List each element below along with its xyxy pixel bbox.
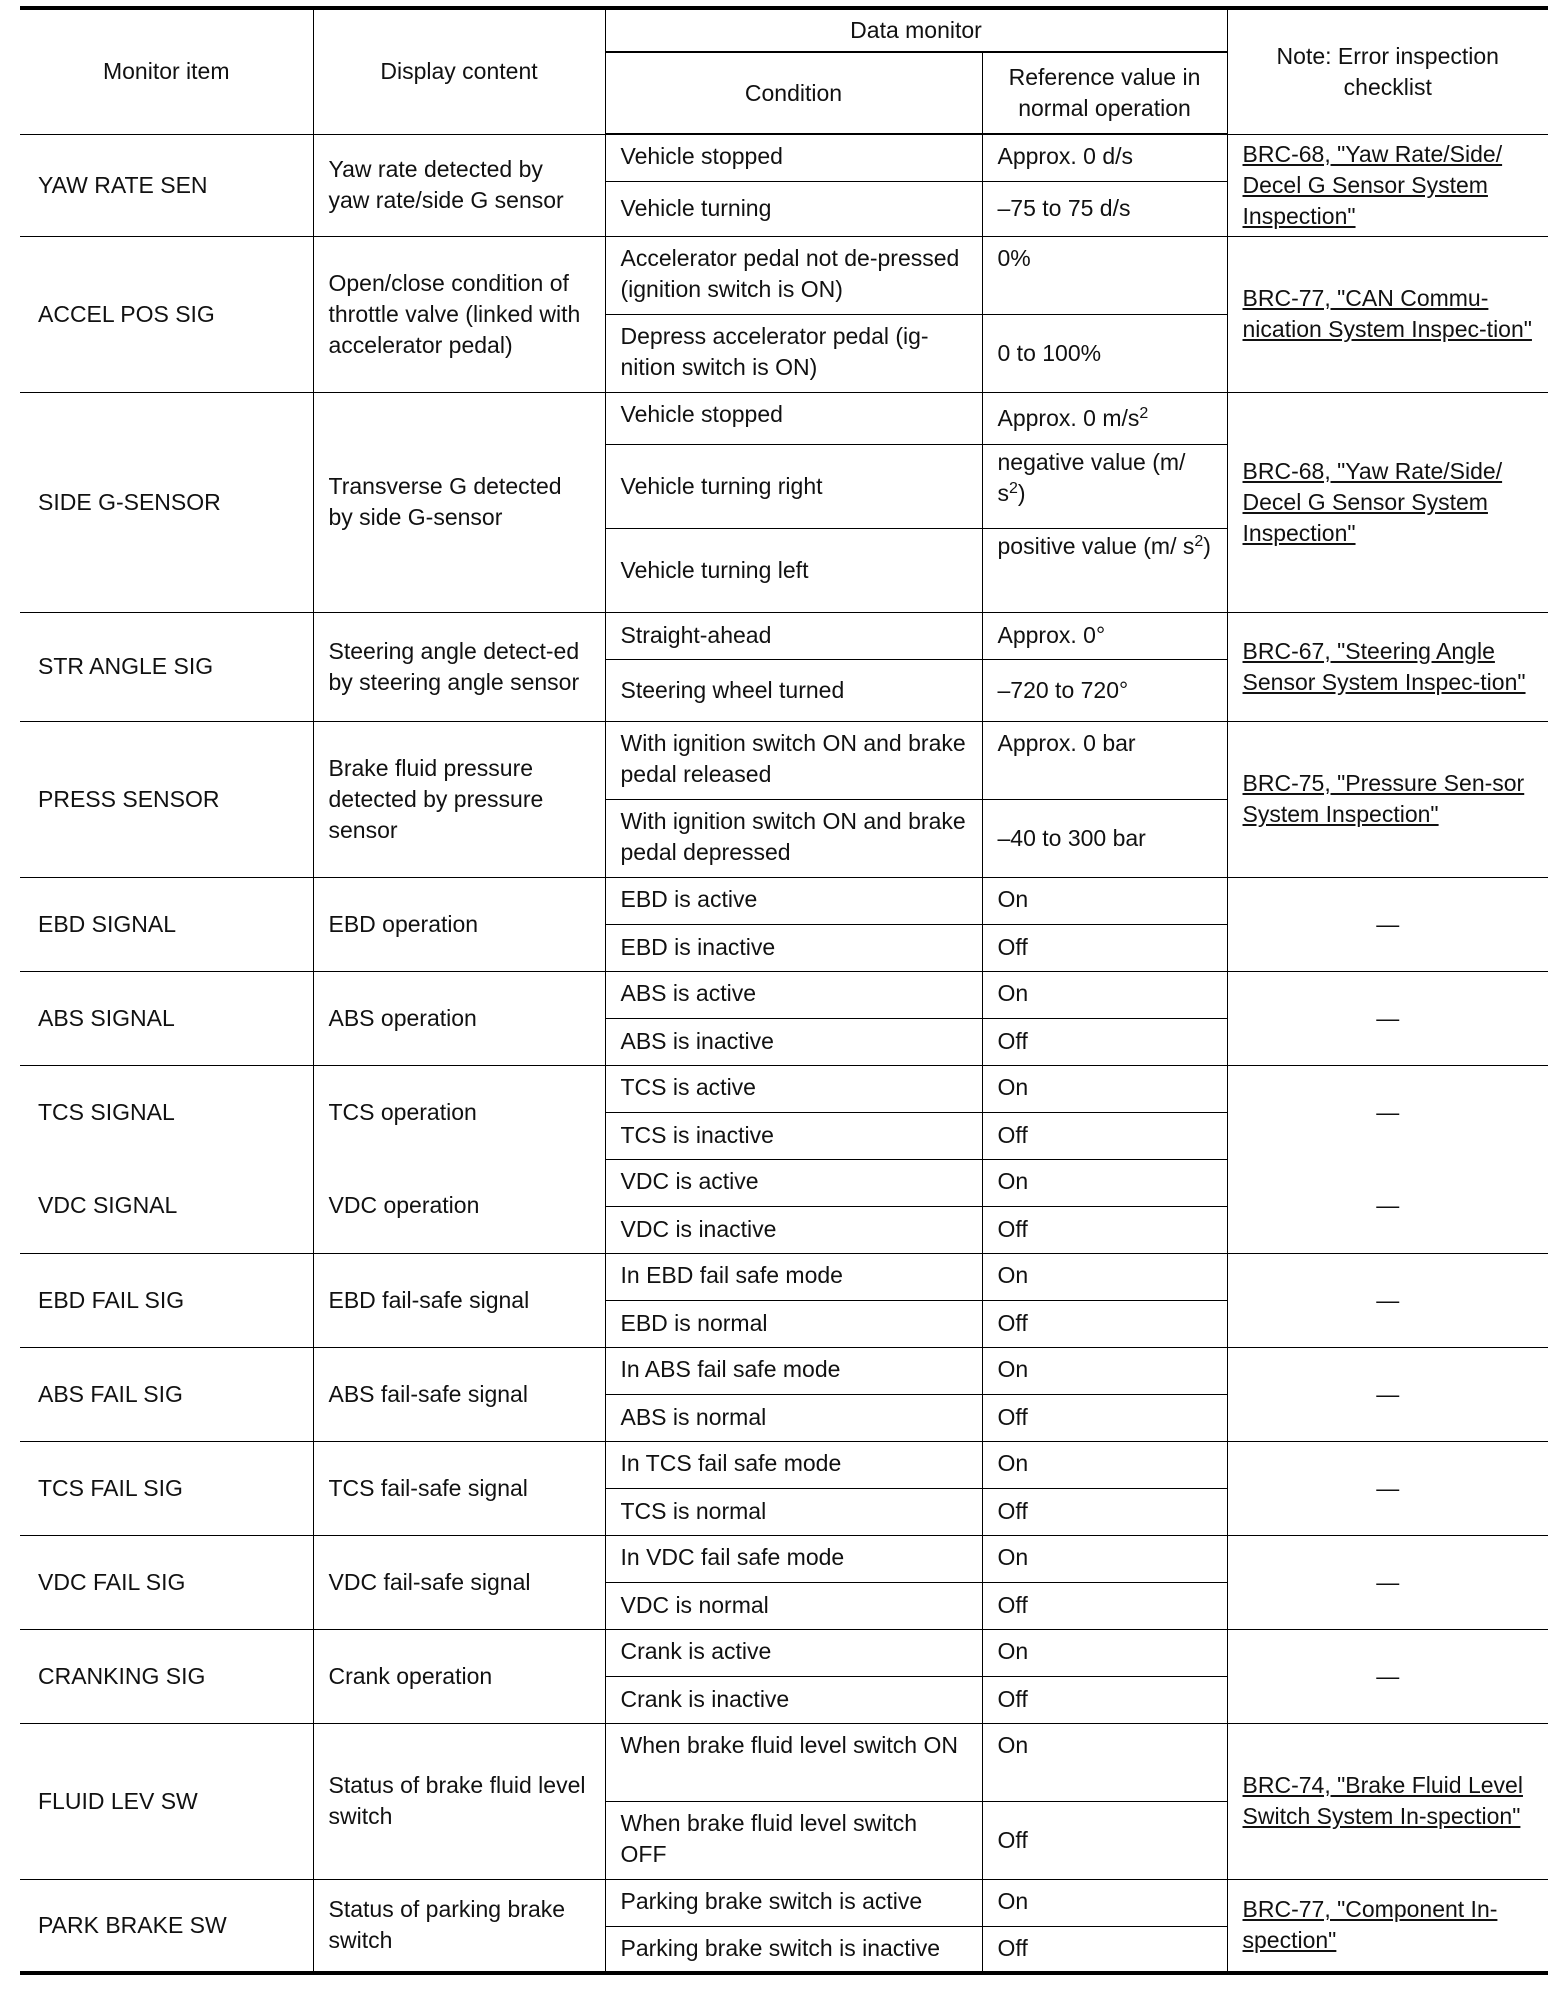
header-reference-value: Reference value in normal operation (982, 52, 1227, 134)
reference-value: Off (982, 1394, 1227, 1441)
reference-text-end: ) (1017, 479, 1026, 506)
superscript: 2 (1194, 532, 1204, 550)
condition: When brake fluid level switch OFF (605, 1801, 982, 1879)
table-row (20, 1159, 1548, 1206)
note-dash: — (1227, 1065, 1548, 1159)
note-dash: — (1227, 1159, 1548, 1253)
condition: Vehicle stopped (605, 134, 982, 181)
note-link[interactable]: BRC-67, "Steering Angle Sensor System Inspec-tion" (1227, 612, 1548, 721)
note-dash: — (1227, 1441, 1548, 1535)
note-link[interactable]: BRC-77, "Component In-spection" (1227, 1879, 1548, 1973)
condition: TCS is normal (605, 1488, 982, 1535)
reference-value: Off (982, 924, 1227, 971)
monitor-item: TCS SIGNAL (20, 1065, 313, 1159)
condition: TCS is active (605, 1065, 982, 1112)
display-content: EBD operation (313, 877, 605, 971)
condition: Vehicle turning right (605, 444, 982, 528)
condition: Parking brake switch is inactive (605, 1926, 982, 1973)
reference-value: On (982, 1723, 1227, 1801)
display-content: Transverse G detected by side G-sensor (313, 392, 605, 612)
reference-text: negative value (m/ s (997, 448, 1186, 506)
display-content: Yaw rate detected by yaw rate/side G sensor (313, 134, 605, 236)
monitor-item: CRANKING SIG (20, 1629, 313, 1723)
note-link[interactable]: BRC-75, "Pressure Sen-sor System Inspection" (1227, 721, 1548, 877)
header-display-content: Display content (313, 8, 605, 134)
table-row (20, 1723, 1548, 1801)
reference-value: –40 to 300 bar (982, 799, 1227, 877)
display-content: TCS operation (313, 1065, 605, 1159)
note-dash: — (1227, 1629, 1548, 1723)
condition: With ignition switch ON and brake pedal released (605, 721, 982, 799)
condition: ABS is normal (605, 1394, 982, 1441)
note-dash: — (1227, 877, 1548, 971)
reference-value: On (982, 1629, 1227, 1676)
note-dash: — (1227, 1535, 1548, 1629)
reference-value: Off (982, 1018, 1227, 1065)
condition: TCS is inactive (605, 1112, 982, 1159)
table-row (20, 1065, 1548, 1112)
note-dash: — (1227, 1347, 1548, 1441)
reference-value: Off (982, 1206, 1227, 1253)
reference-value: Approx. 0 bar (982, 721, 1227, 799)
condition: With ignition switch ON and brake pedal depressed (605, 799, 982, 877)
monitor-item: ABS FAIL SIG (20, 1347, 313, 1441)
condition: EBD is active (605, 877, 982, 924)
condition: In EBD fail safe mode (605, 1253, 982, 1300)
display-content: TCS fail-safe signal (313, 1441, 605, 1535)
reference-value: Off (982, 1676, 1227, 1723)
reference-value: On (982, 971, 1227, 1018)
data-monitor-table-page (20, 6, 1548, 1975)
table-row (20, 392, 1548, 444)
monitor-item: ACCEL POS SIG (20, 236, 313, 392)
monitor-item: TCS FAIL SIG (20, 1441, 313, 1535)
note-link[interactable]: BRC-74, "Brake Fluid Level Switch System In-spection" (1227, 1723, 1548, 1879)
reference-value: Approx. 0 d/s (982, 134, 1227, 181)
condition: Vehicle stopped (605, 392, 982, 444)
note-dash: — (1227, 971, 1548, 1065)
table-row (20, 721, 1548, 799)
reference-value: Off (982, 1582, 1227, 1629)
table-row (20, 1253, 1548, 1300)
condition: Vehicle turning left (605, 528, 982, 612)
display-content: Crank operation (313, 1629, 605, 1723)
condition: Crank is inactive (605, 1676, 982, 1723)
display-content: EBD fail-safe signal (313, 1253, 605, 1347)
reference-text-end: ) (1203, 532, 1211, 559)
reference-text: positive value (m/ s (997, 532, 1195, 559)
condition: Vehicle turning (605, 181, 982, 236)
table-row (20, 1535, 1548, 1582)
condition: ABS is inactive (605, 1018, 982, 1065)
condition: VDC is active (605, 1159, 982, 1206)
condition: When brake fluid level switch ON (605, 1723, 982, 1801)
reference-value: On (982, 1441, 1227, 1488)
condition: In TCS fail safe mode (605, 1441, 982, 1488)
note-link[interactable]: BRC-68, "Yaw Rate/Side/ Decel G Sensor System Inspection" (1227, 392, 1548, 612)
reference-value: –75 to 75 d/s (982, 181, 1227, 236)
display-content: VDC fail-safe signal (313, 1535, 605, 1629)
reference-value: On (982, 1879, 1227, 1926)
reference-value: On (982, 1065, 1227, 1112)
reference-value: Off (982, 1112, 1227, 1159)
condition: Depress accelerator pedal (ig-nition switch is ON) (605, 314, 982, 392)
note-dash: — (1227, 1253, 1548, 1347)
table-row (20, 1879, 1548, 1926)
reference-value (982, 444, 1227, 528)
condition: Parking brake switch is active (605, 1879, 982, 1926)
monitor-item: VDC FAIL SIG (20, 1535, 313, 1629)
reference-value: 0% (982, 236, 1227, 314)
table-row (20, 1629, 1548, 1676)
condition: EBD is inactive (605, 924, 982, 971)
table-row (20, 1441, 1548, 1488)
display-content: Status of brake fluid level switch (313, 1723, 605, 1879)
display-content: ABS fail-safe signal (313, 1347, 605, 1441)
monitor-item: EBD SIGNAL (20, 877, 313, 971)
monitor-item: YAW RATE SEN (20, 134, 313, 236)
display-content: ABS operation (313, 971, 605, 1065)
table-row (20, 971, 1548, 1018)
note-link[interactable]: BRC-77, "CAN Commu-nication System Inspec-tion" (1227, 236, 1548, 392)
reference-value (982, 392, 1227, 444)
data-monitor-table (20, 6, 1548, 1975)
condition: Crank is active (605, 1629, 982, 1676)
monitor-item: SIDE G-SENSOR (20, 392, 313, 612)
monitor-item: ABS SIGNAL (20, 971, 313, 1065)
condition: VDC is inactive (605, 1206, 982, 1253)
reference-value: On (982, 877, 1227, 924)
reference-text: Approx. 0 m/s (997, 404, 1140, 431)
display-content: Brake fluid pressure detected by pressure sensor (313, 721, 605, 877)
reference-value: On (982, 1159, 1227, 1206)
reference-value: 0 to 100% (982, 314, 1227, 392)
header-monitor-item: Monitor item (20, 8, 313, 134)
header-data-monitor: Data monitor (605, 8, 1227, 52)
table-row (20, 236, 1548, 314)
monitor-item: VDC SIGNAL (20, 1159, 313, 1253)
reference-value: On (982, 1535, 1227, 1582)
superscript: 2 (1139, 404, 1149, 422)
table-row (20, 1347, 1548, 1394)
monitor-item: PRESS SENSOR (20, 721, 313, 877)
header-condition: Condition (605, 52, 982, 134)
condition: Accelerator pedal not de-pressed (ignition switch is ON) (605, 236, 982, 314)
display-content: Status of parking brake switch (313, 1879, 605, 1973)
reference-value (982, 528, 1227, 612)
reference-value: Off (982, 1926, 1227, 1973)
reference-value: –720 to 720° (982, 659, 1227, 721)
header-note: Note: Error inspection checklist (1227, 8, 1548, 134)
display-content: VDC operation (313, 1159, 605, 1253)
condition: Steering wheel turned (605, 659, 982, 721)
condition: VDC is normal (605, 1582, 982, 1629)
display-content: Steering angle detect-ed by steering angle sensor (313, 612, 605, 721)
reference-value: Approx. 0° (982, 612, 1227, 659)
reference-value: Off (982, 1488, 1227, 1535)
superscript: 2 (1009, 479, 1018, 497)
reference-value: Off (982, 1801, 1227, 1879)
reference-value: On (982, 1347, 1227, 1394)
table-row (20, 877, 1548, 924)
monitor-item: STR ANGLE SIG (20, 612, 313, 721)
monitor-item: EBD FAIL SIG (20, 1253, 313, 1347)
monitor-item: FLUID LEV SW (20, 1723, 313, 1879)
condition: Straight-ahead (605, 612, 982, 659)
display-content: Open/close condition of throttle valve (linked with accelerator pedal) (313, 236, 605, 392)
condition: In ABS fail safe mode (605, 1347, 982, 1394)
reference-value: On (982, 1253, 1227, 1300)
note-link[interactable]: BRC-68, "Yaw Rate/Side/ Decel G Sensor System Inspection" (1227, 134, 1548, 236)
table-row (20, 134, 1548, 181)
reference-value: Off (982, 1300, 1227, 1347)
condition: EBD is normal (605, 1300, 982, 1347)
monitor-item: PARK BRAKE SW (20, 1879, 313, 1973)
condition: ABS is active (605, 971, 982, 1018)
condition: In VDC fail safe mode (605, 1535, 982, 1582)
table-row (20, 612, 1548, 659)
